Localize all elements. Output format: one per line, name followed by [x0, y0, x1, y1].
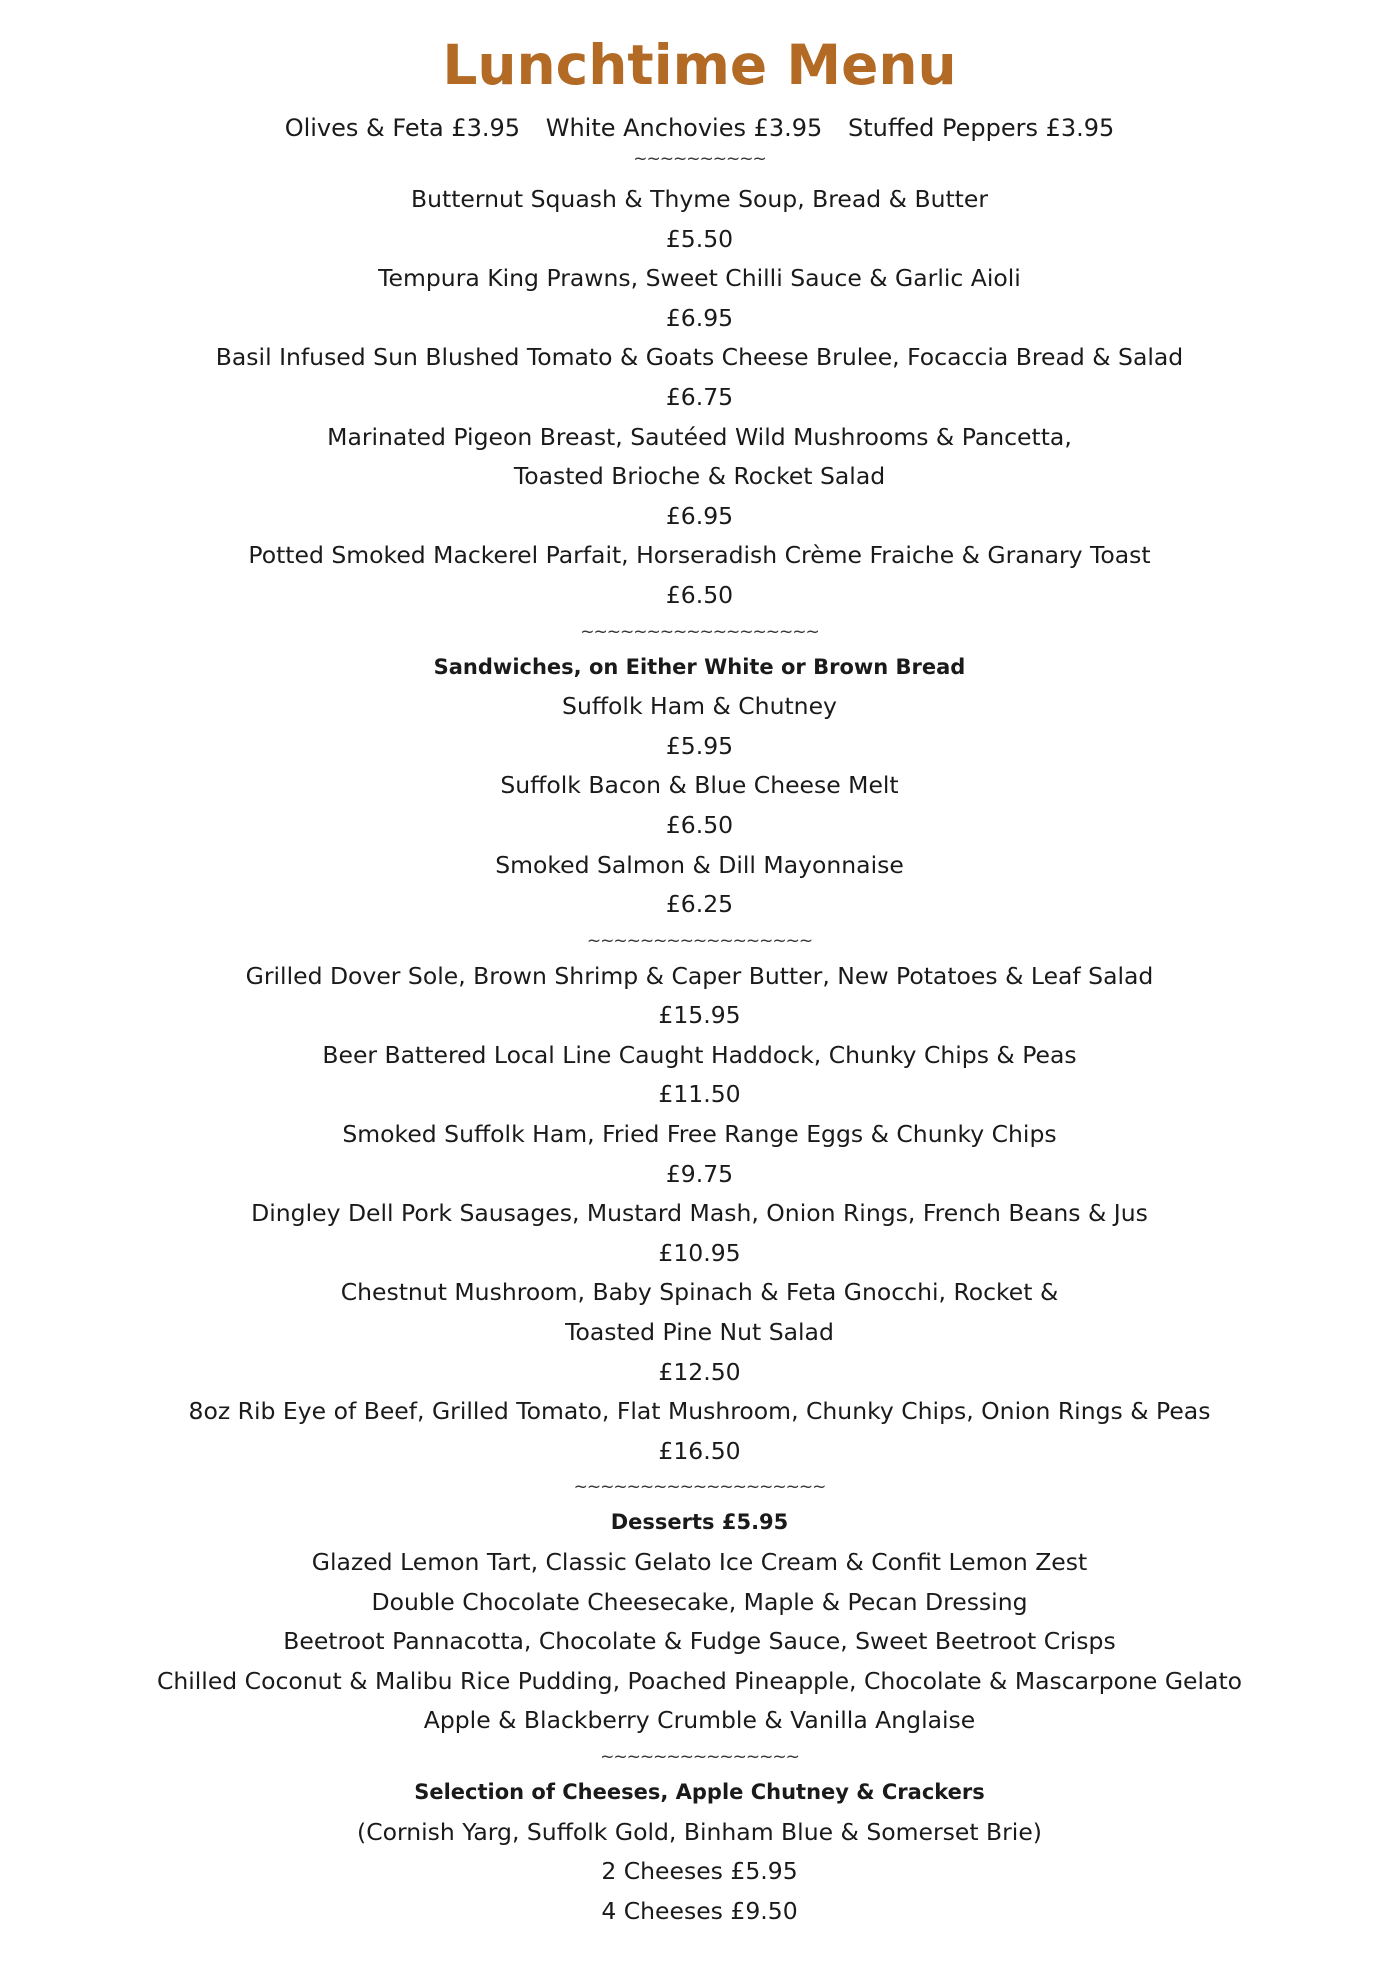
- menu-title: Lunchtime Menu: [442, 33, 957, 97]
- menu-item: Butternut Squash & Thyme Soup, Bread & Butter: [410, 185, 989, 213]
- menu-item: Suffolk Ham & Chutney: [562, 692, 837, 721]
- menu-item: Smoked Salmon & Dill Mayonnaise: [495, 850, 904, 879]
- section-divider: ~~~~~~~~~~: [633, 149, 766, 169]
- menu-item: Smoked Suffolk Ham, Fried Free Range Eggs & Chunky Chips: [342, 1120, 1057, 1149]
- section-heading: Sandwiches, on Either White or Brown Bread: [433, 654, 966, 679]
- menu-price: £11.50: [658, 1080, 741, 1109]
- menu-item: Apple & Blackberry Crumble & Vanilla Anglaise: [423, 1706, 976, 1735]
- menu-price: £6.50: [665, 580, 734, 609]
- menu-price: £15.95: [658, 1001, 741, 1030]
- menu-price: £6.25: [665, 890, 734, 919]
- menu-item: Marinated Pigeon Breast, Sautéed Wild Mushrooms & Pancetta,: [327, 422, 1072, 451]
- menu-item: Beetroot Pannacotta, Chocolate & Fudge Sauce, Sweet Beetroot Crisps: [283, 1627, 1116, 1656]
- desserts-section: [0, 1503, 1399, 1741]
- menu-item: Double Chocolate Cheesecake, Maple & Pecan Dressing: [371, 1587, 1028, 1616]
- menu-price: £6.50: [665, 810, 734, 839]
- nibble-item: Stuffed Peppers £3.95: [847, 114, 1115, 142]
- menu-item: Glazed Lemon Tart, Classic Gelato Ice Cream & Confit Lemon Zest: [311, 1548, 1088, 1576]
- menu-price: 4 Cheeses £9.50: [601, 1896, 798, 1925]
- menu-item: Toasted Pine Nut Salad: [565, 1318, 834, 1347]
- section-heading: Selection of Cheeses, Apple Chutney & Crackers: [414, 1779, 985, 1804]
- menu-item: Basil Infused Sun Blushed Tomato & Goats Cheese Brulee, Focaccia Bread & Salad: [215, 343, 1184, 372]
- menu-item: 8oz Rib Eye of Beef, Grilled Tomato, Flat Mushroom, Chunky Chips, Onion Rings & Peas: [188, 1397, 1211, 1426]
- section-divider: ~~~~~~~~~~~~~~~~~~~: [573, 1477, 826, 1498]
- menu-item: Chilled Coconut & Malibu Rice Pudding, Poached Pineapple, Chocolate & Mascarpone Gelato: [156, 1666, 1243, 1695]
- section-heading: Desserts £5.95: [610, 1510, 789, 1535]
- section-divider: ~~~~~~~~~~~~~~~: [600, 1746, 799, 1767]
- menu-price: 2 Cheeses £5.95: [601, 1857, 798, 1886]
- menu-price: £5.50: [665, 224, 734, 253]
- menu-item: (Cornish Yarg, Suffolk Gold, Binham Blue & Somerset Brie): [357, 1817, 1042, 1846]
- section-divider: ~~~~~~~~~~~~~~~~~~: [580, 621, 819, 642]
- menu-price: £6.95: [665, 303, 734, 332]
- starters-section: [0, 180, 1399, 616]
- mains-section: [0, 957, 1399, 1472]
- menu-item: Dingley Dell Pork Sausages, Mustard Mash, Onion Rings, French Beans & Jus: [251, 1199, 1148, 1228]
- cheese-section: [0, 1773, 1399, 1931]
- menu-price: £6.75: [665, 382, 734, 411]
- nibbles-row: [0, 110, 1399, 146]
- menu-price: £12.50: [658, 1357, 741, 1386]
- menu-item: Suffolk Bacon & Blue Cheese Melt: [500, 771, 899, 800]
- sandwiches-section: [0, 648, 1399, 925]
- menu-price: £5.95: [665, 731, 734, 760]
- menu-price: £6.95: [665, 501, 734, 530]
- menu-item: Toasted Brioche & Rocket Salad: [513, 462, 886, 491]
- menu-item: Potted Smoked Mackerel Parfait, Horseradish Crème Fraiche & Granary Toast: [248, 541, 1151, 570]
- section-divider: ~~~~~~~~~~~~~~~~~: [586, 930, 813, 951]
- menu-price: £16.50: [658, 1436, 741, 1465]
- menu-item: Beer Battered Local Line Caught Haddock, Chunky Chips & Peas: [322, 1040, 1077, 1069]
- menu-price: £9.75: [665, 1159, 734, 1188]
- nibble-item: White Anchovies £3.95: [545, 114, 823, 142]
- menu-item: Grilled Dover Sole, Brown Shrimp & Caper Butter, New Potatoes & Leaf Salad: [245, 961, 1154, 990]
- menu-item: Chestnut Mushroom, Baby Spinach & Feta Gnocchi, Rocket &: [340, 1278, 1059, 1307]
- menu-item: Tempura King Prawns, Sweet Chilli Sauce & Garlic Aioli: [378, 264, 1021, 293]
- nibble-item: Olives & Feta £3.95: [284, 114, 521, 142]
- menu-price: £10.95: [658, 1238, 741, 1267]
